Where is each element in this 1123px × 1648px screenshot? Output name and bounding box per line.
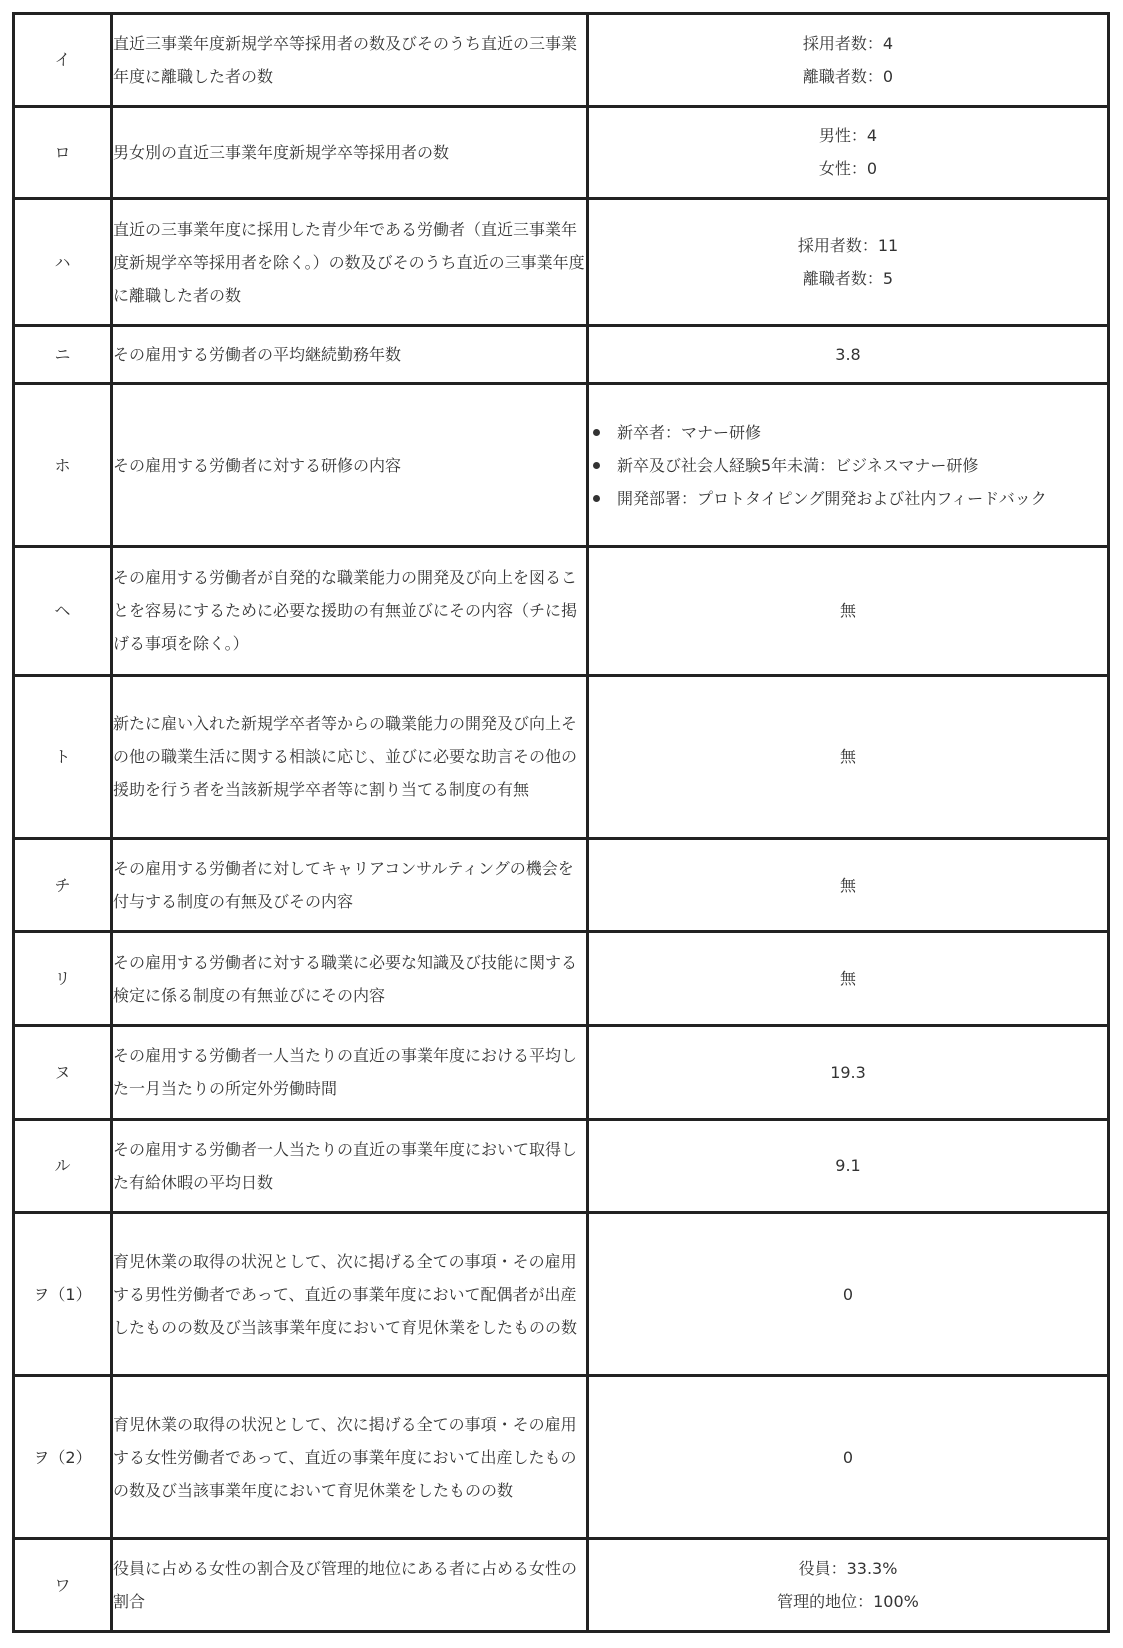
row-value [588, 838, 1109, 932]
row-value [588, 932, 1109, 1026]
row-code: ヲ（1） [14, 1213, 112, 1376]
row-code: ワ [14, 1539, 112, 1632]
value-line: 無 [839, 747, 856, 767]
row-code: ル [14, 1119, 112, 1213]
list-item: 開発部署：プロトタイピング開発および社内フィードバック [589, 482, 1107, 515]
row-item: 直近の三事業年度に採用した青少年である労働者（直近三事業年度新規学卒等採用者を除く。）の数及びそのうち直近の三事業年度に離職した者の数 [112, 199, 588, 326]
table-row [14, 675, 1109, 838]
value-line: 0 [842, 1447, 854, 1467]
value-line: 女性：0 [818, 159, 878, 179]
value-line: 管理的地位：100% [777, 1592, 919, 1612]
row-item: 直近三事業年度新規学卒等採用者の数及びそのうち直近の三事業年度に離職した者の数 [112, 14, 588, 107]
row-value [588, 199, 1109, 326]
row-item: その雇用する労働者一人当たりの直近の事業年度における平均した一月当たりの所定外労働時間 [112, 1025, 588, 1119]
value-line: 3.8 [835, 345, 861, 365]
row-value [588, 1539, 1109, 1632]
table-row [14, 1376, 1109, 1539]
row-code: ロ [14, 106, 112, 199]
table-row [14, 14, 1109, 107]
row-item: その雇用する労働者に対する職業に必要な知識及び技能に関する検定に係る制度の有無並びにその内容 [112, 932, 588, 1026]
row-value [588, 1376, 1109, 1539]
row-code: ハ [14, 199, 112, 326]
row-item: 男女別の直近三事業年度新規学卒等採用者の数 [112, 106, 588, 199]
row-value [588, 547, 1109, 675]
table-row [14, 1119, 1109, 1213]
row-item: その雇用する労働者に対してキャリアコンサルティングの機会を付与する制度の有無及びその内容 [112, 838, 588, 932]
row-item: 新たに雇い入れた新規学卒者等からの職業能力の開発及び向上その他の職業生活に関する相談に応じ、並びに必要な助言その他の援助を行う者を当該新規学卒者等に割り当てる制度の有無 [112, 675, 588, 838]
table-row [14, 838, 1109, 932]
table-row [14, 1539, 1109, 1632]
row-code: ト [14, 675, 112, 838]
row-item: その雇用する労働者に対する研修の内容 [112, 384, 588, 547]
table-row [14, 932, 1109, 1026]
row-item: 役員に占める女性の割合及び管理的地位にある者に占める女性の割合 [112, 1539, 588, 1632]
value-line: 役員：33.3% [798, 1559, 898, 1579]
value-line: 9.1 [835, 1156, 861, 1176]
row-code: ホ [14, 384, 112, 547]
value-line: 離職者数：0 [802, 66, 894, 86]
row-value [588, 14, 1109, 107]
value-line: 無 [839, 601, 856, 621]
row-code: ヌ [14, 1025, 112, 1119]
table-row [14, 106, 1109, 199]
row-value [588, 326, 1109, 384]
training-list [589, 416, 1107, 515]
row-code: ヲ（2） [14, 1376, 112, 1539]
value-line: 離職者数：5 [802, 269, 894, 289]
list-item: 新卒及び社会人経験5年未満：ビジネスマナー研修 [589, 449, 1107, 482]
table-row [14, 326, 1109, 384]
value-line: 無 [839, 875, 856, 895]
row-item: 育児休業の取得の状況として、次に掲げる全ての事項・その雇用する男性労働者であって、直近の事業年度において配偶者が出産したものの数及び当該事業年度において育児休業をしたものの数 [112, 1213, 588, 1376]
table-row [14, 547, 1109, 675]
value-line: 採用者数：11 [797, 236, 899, 256]
row-code: ニ [14, 326, 112, 384]
row-item: その雇用する労働者の平均継続勤務年数 [112, 326, 588, 384]
row-value [588, 384, 1109, 547]
table-body [14, 14, 1109, 1632]
row-value [588, 106, 1109, 199]
value-line: 19.3 [830, 1062, 866, 1082]
row-value [588, 1119, 1109, 1213]
row-item: その雇用する労働者一人当たりの直近の事業年度において取得した有給休暇の平均日数 [112, 1119, 588, 1213]
row-value [588, 675, 1109, 838]
row-code: ヘ [14, 547, 112, 675]
row-code: チ [14, 838, 112, 932]
row-code: イ [14, 14, 112, 107]
row-value [588, 1025, 1109, 1119]
table-row [14, 1025, 1109, 1119]
table-row [14, 199, 1109, 326]
row-code: リ [14, 932, 112, 1026]
table-row [14, 1213, 1109, 1376]
value-line: 0 [842, 1284, 854, 1304]
disclosure-table [12, 12, 1110, 1633]
value-line: 無 [839, 969, 856, 989]
row-item: その雇用する労働者が自発的な職業能力の開発及び向上を図ることを容易にするために必要な援助の有無並びにその内容（チに掲げる事項を除く。） [112, 547, 588, 675]
table-row [14, 384, 1109, 547]
value-line: 採用者数：4 [802, 33, 894, 53]
row-value [588, 1213, 1109, 1376]
list-item: 新卒者：マナー研修 [589, 416, 1107, 449]
row-item: 育児休業の取得の状況として、次に掲げる全ての事項・その雇用する女性労働者であって、直近の事業年度において出産したものの数及び当該事業年度において育児休業をしたものの数 [112, 1376, 588, 1539]
value-line: 男性：4 [818, 126, 878, 146]
